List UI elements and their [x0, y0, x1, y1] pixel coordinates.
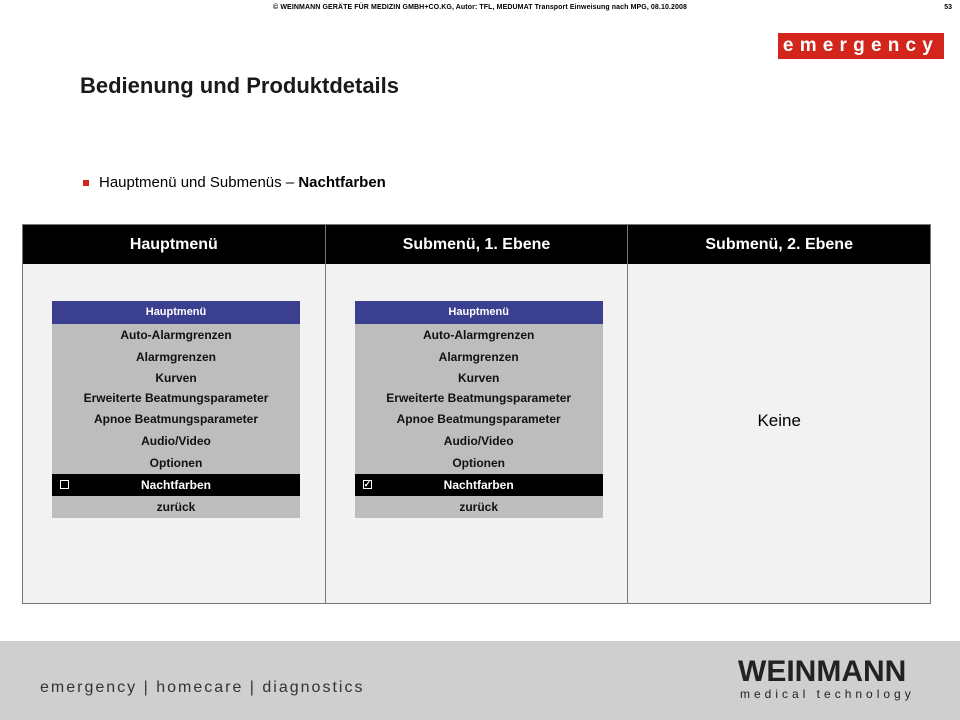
footer-bar: [0, 641, 960, 720]
table-header-row: [23, 225, 930, 264]
table-cell-submenu-2: [628, 264, 930, 603]
menu-item[interactable]: Apnoe Beatmungsparameter: [93, 412, 259, 426]
table-body-row: [23, 264, 930, 603]
device-menu-checked: [355, 301, 603, 518]
none-label: Keine: [757, 411, 801, 430]
page-number: 53: [944, 4, 952, 11]
column-header-submenu-2: Submenü, 2. Ebene: [705, 236, 853, 253]
menu-item[interactable]: Audio/Video: [141, 434, 211, 448]
menu-item[interactable]: Alarmgrenzen: [135, 350, 217, 364]
table-cell-submenu-1: [326, 264, 629, 603]
column-header-main-menu: Hauptmenü: [23, 225, 326, 264]
weinmann-logo: [738, 655, 924, 711]
menu-item-label: Nachtfarben: [140, 478, 211, 492]
menu-header: Hauptmenü: [52, 301, 300, 324]
checkbox-checked-icon: ✓: [363, 479, 372, 489]
menu-item-back[interactable]: zurück: [156, 500, 196, 514]
emergency-logo-badge: emergency: [778, 33, 944, 59]
menu-item[interactable]: Apnoe Beatmungsparameter: [396, 412, 561, 426]
bullet-point: [83, 174, 386, 191]
footer-tagline: emergency | homecare | diagnostics: [40, 679, 365, 696]
bullet-text: Hauptmenü und Submenüs –: [99, 174, 295, 191]
menu-item[interactable]: Alarmgrenzen: [438, 350, 519, 364]
menu-item[interactable]: Kurven: [155, 371, 197, 385]
device-menu-unchecked: [52, 301, 300, 518]
menu-comparison-table: [22, 224, 931, 604]
menu-item[interactable]: Kurven: [458, 371, 500, 385]
checkbox-unchecked-icon: [60, 480, 69, 489]
copyright-line: © WEINMANN GERÄTE FÜR MEDIZIN GMBH+CO.KG, Autor: TFL, MEDUMAT Transport Einweisung nach MPG, 08.10.2008: [273, 4, 687, 11]
logo-wordmark: WEINMANN: [738, 655, 907, 688]
bullet-square-icon: [83, 180, 89, 186]
menu-item[interactable]: Optionen: [452, 456, 505, 470]
menu-item[interactable]: Erweiterte Beatmungsparameter: [386, 391, 572, 405]
bullet-bold-text: Nachtfarben: [298, 174, 386, 191]
menu-item[interactable]: Audio/Video: [443, 434, 514, 448]
menu-item-night-colors-selected[interactable]: [355, 474, 603, 496]
menu-item-back[interactable]: zurück: [459, 500, 499, 514]
menu-header: Hauptmenü: [355, 301, 603, 324]
menu-item[interactable]: Optionen: [149, 456, 203, 470]
table-cell-main-menu: [23, 264, 326, 603]
logo-subline: medical technology: [740, 687, 915, 701]
menu-item-night-colors-selected[interactable]: [52, 474, 300, 496]
menu-item-label: Nachtfarben: [443, 478, 514, 492]
slide-title: Bedienung und Produktdetails: [80, 73, 400, 98]
column-header-submenu-1: Submenü, 1. Ebene: [326, 225, 629, 264]
menu-item[interactable]: Auto-Alarmgrenzen: [120, 328, 232, 342]
menu-item[interactable]: Erweiterte Beatmungsparameter: [83, 391, 269, 405]
menu-item[interactable]: Auto-Alarmgrenzen: [423, 328, 535, 342]
